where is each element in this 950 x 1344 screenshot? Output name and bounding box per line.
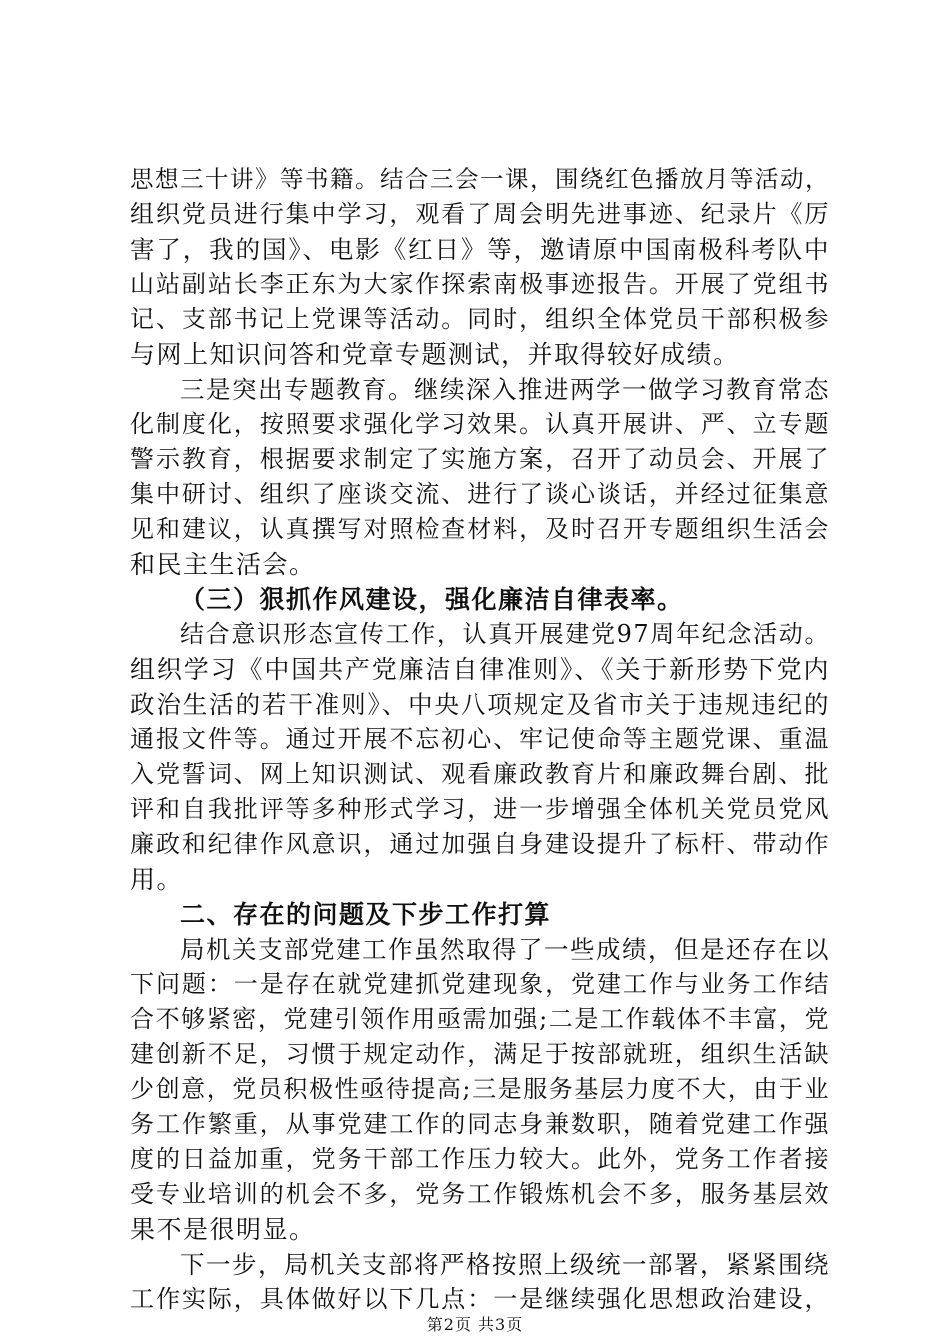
text-line: 务工作繁重，从事党建工作的同志身兼数职，随着党建工作强 — [130, 1110, 830, 1138]
text-line: 局机关支部党建工作虽然取得了一些成绩，但是还存在以 — [180, 935, 830, 964]
text-line: 少创意，党员积极性亟待提高;三是服务基层力度不大，由于业 — [130, 1075, 830, 1103]
text-line: 化制度化，按照要求强化学习效果。认真开展讲、严、立专题 — [130, 410, 830, 438]
text-line: 度的日益加重，党务干部工作压力较大。此外，党务工作者接 — [130, 1145, 830, 1173]
text-line: 廉政和纪律作风意识，通过加强自身建设提升了标杆、带动作 — [130, 830, 830, 858]
text-line: 政治生活的若干准则》、中央八项规定及省市关于违规违纪的 — [130, 690, 830, 719]
text-line: 受专业培训的机会不多，党务工作锻炼机会不多，服务基层效 — [130, 1180, 830, 1208]
section-heading: 二、存在的问题及下步工作打算 — [180, 900, 552, 929]
text-line: 山站副站长李正东为大家作探索南极事迹报告。开展了党组书 — [130, 270, 830, 298]
text-line: 下问题：一是存在就党建抓党建现象，党建工作与业务工作结 — [130, 970, 830, 998]
section-heading: （三）狠抓作风建设，强化廉洁自律表率。 — [180, 585, 684, 614]
text-line: 通报文件等。通过开展不忘初心、牢记使命等主题党课、重温 — [130, 725, 830, 753]
text-line: 合不够紧密，党建引领作用亟需加强;二是工作载体不丰富，党 — [130, 1005, 830, 1033]
text-line: 工作实际，具体做好以下几点：一是继续强化思想政治建设， — [130, 1285, 830, 1313]
text-line: 三是突出专题教育。继续深入推进两学一做学习教育常态 — [180, 375, 830, 404]
text-line: 和民主生活会。 — [130, 550, 316, 579]
text-line: 警示教育，根据要求制定了实施方案，召开了动员会、开展了 — [130, 445, 830, 473]
text-line: 入党誓词、网上知识测试、观看廉政教育片和廉政舞台剧、批 — [130, 760, 830, 788]
text-line: 记、支部书记上党课等活动。同时，组织全体党员干部积极参 — [130, 305, 830, 333]
text-line: 下一步，局机关支部将严格按照上级统一部署，紧紧围绕 — [180, 1250, 830, 1279]
text-line: 建创新不足，习惯于规定动作，满足于按部就班，组织生活缺 — [130, 1040, 830, 1068]
document-body — [130, 162, 830, 1317]
text-line: 与网上知识问答和党章专题测试，并取得较好成绩。 — [130, 340, 740, 369]
text-line: 用。 — [130, 865, 184, 894]
text-line: 害了，我的国》、电影《红日》等，邀请原中国南极科考队中 — [130, 235, 830, 264]
text-line: 组织党员进行集中学习，观看了周会明先进事迹、纪录片《厉 — [130, 200, 830, 228]
text-line: 见和建议，认真撰写对照检查材料，及时召开专题组织生活会 — [130, 515, 830, 543]
text-line: 结合意识形态宣传工作，认真开展建党97周年纪念活动。 — [180, 620, 830, 648]
text-line: 组织学习《中国共产党廉洁自律准则》、《关于新形势下党内 — [130, 655, 830, 684]
page-footer: 第2页 共3页 — [426, 1315, 524, 1334]
text-line: 集中研讨、组织了座谈交流、进行了谈心谈话，并经过征集意 — [130, 480, 830, 508]
text-line: 思想三十讲》等书籍。结合三会一课，围绕红色播放月等活动， — [130, 165, 830, 193]
text-line: 果不是很明显。 — [130, 1215, 316, 1244]
text-line: 评和自我批评等多种形式学习，进一步增强全体机关党员党风 — [130, 795, 830, 823]
